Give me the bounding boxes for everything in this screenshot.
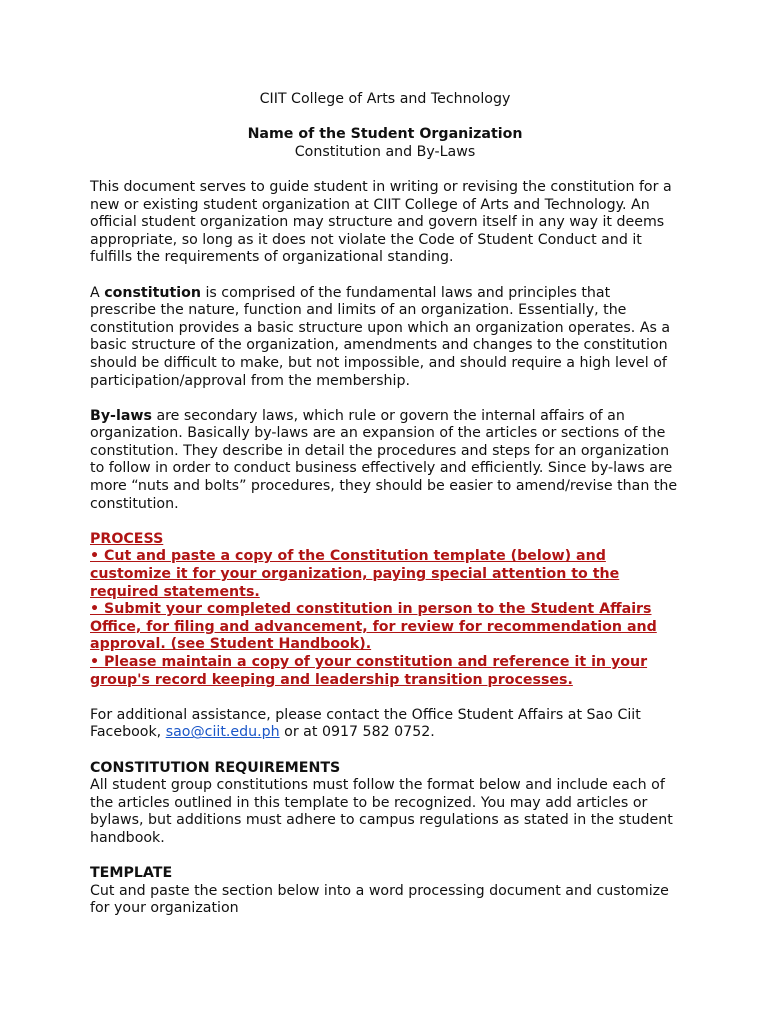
document-page bbox=[90, 91, 680, 918]
constitution-text: is comprised of the fundamental laws and principles that prescribe the nature, function and limits of an organization. Essentially, the constitution provides a basic structure upon which an organization operates. As a basic structure of the organization, amendments and changes to the constitution should be difficult to make, but not impossible, and should require a high level of participation/approval from the membership. bbox=[90, 284, 671, 389]
constitution-term: constitution bbox=[104, 284, 201, 301]
org-name: Name of the Student Organization bbox=[247, 126, 523, 143]
process-item: • Please maintain a copy of your constitution and reference it in your group's record keeping and leadership transition processes. bbox=[90, 654, 648, 688]
process-section bbox=[90, 531, 680, 689]
template-title: TEMPLATE bbox=[90, 865, 173, 882]
contact-paragraph bbox=[90, 707, 680, 742]
email-link[interactable]: sao@ciit.edu.ph bbox=[165, 724, 280, 741]
process-item: • Submit your completed constitution in person to the Student Affairs Office, for filing and advancement, for review for recommendation and approval. (see Student Handbook). bbox=[90, 601, 657, 653]
constitution-paragraph bbox=[90, 285, 680, 391]
template-heading bbox=[90, 865, 680, 883]
requirements-paragraph: All student group constitutions must follow the format below and include each of the articles outlined in this template to be recognized. You may add articles or bylaws, but additions must adhere to campus regulations as stated in the student handbook. bbox=[90, 777, 673, 846]
bylaws-paragraph bbox=[90, 408, 680, 514]
doc-title: Constitution and By-Laws bbox=[294, 143, 476, 160]
contact-before: For additional assistance, please contact the Office Student Affairs at Sao Ciit Facebook, bbox=[90, 706, 641, 741]
bylaws-text: are secondary laws, which rule or govern the internal affairs of an organization. Basically by-laws are an expansion of the articles or sections of the constitution. They describe in detail the procedures and steps for an organization to follow in order to conduct business effectively and efficiently. Since by-laws are more “nuts and bolts” procedures, they should be easier to amend/revise than the constitution. bbox=[90, 407, 678, 512]
college-name: CIIT College of Arts and Technology bbox=[259, 91, 511, 107]
contact-after: or at 0917 582 0752. bbox=[279, 724, 435, 741]
bylaws-term: By-laws bbox=[90, 407, 152, 424]
template-paragraph: Cut and paste the section below into a word processing document and customize for your organization bbox=[90, 882, 669, 917]
process-item: • Cut and paste a copy of the Constitution template (below) and customize it for your organization, paying special attention to the required statements. bbox=[90, 548, 620, 600]
process-title: PROCESS bbox=[90, 530, 164, 547]
org-name-heading bbox=[90, 126, 680, 144]
requirements-heading bbox=[90, 760, 680, 778]
intro-paragraph: This document serves to guide student in writing or revising the constitution for a new or existing student organization at CIIT College of Arts and Technology. An official student organization may structure and govern itself in any way it deems appropriate, so long as it does not violate the Code of Student Conduct and it fulfills the requirements of organizational standing. bbox=[90, 178, 672, 266]
constitution-lead: A bbox=[90, 284, 105, 301]
requirements-title: CONSTITUTION REQUIREMENTS bbox=[90, 759, 341, 776]
